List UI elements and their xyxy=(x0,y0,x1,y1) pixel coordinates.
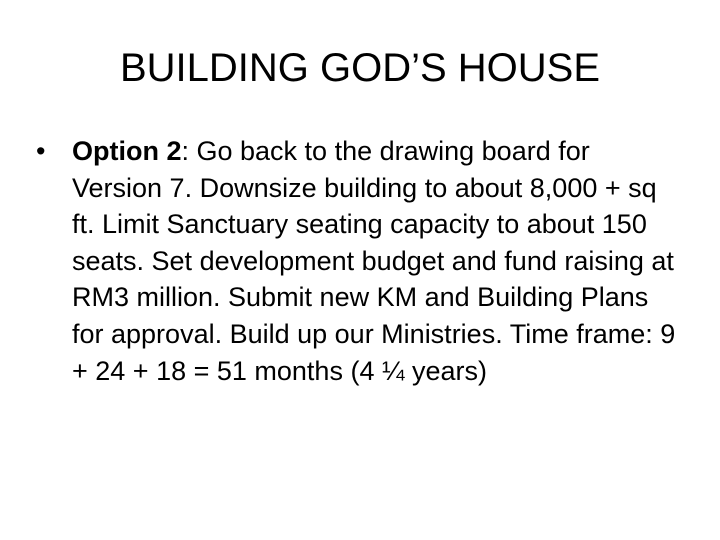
bullet-text: : Go back to the drawing board for Version 7. Downsize building to about 8,000 + sq ft. Limit Sanctuary seating capacity to about 150 seats. Set development budget and fund raising at RM3 million. Submit new KM and Building Plans for approval. Build up our Ministries. Time frame: 9 + 24 + 18 = 51 months (4 ¼ years) xyxy=(72,136,676,386)
bullet-list xyxy=(36,133,686,389)
bullet-marker: • xyxy=(36,136,46,166)
slide-title: BUILDING GOD’S HOUSE xyxy=(119,46,601,90)
bullet-item xyxy=(36,133,686,389)
option-label: Option 2 xyxy=(72,136,182,166)
